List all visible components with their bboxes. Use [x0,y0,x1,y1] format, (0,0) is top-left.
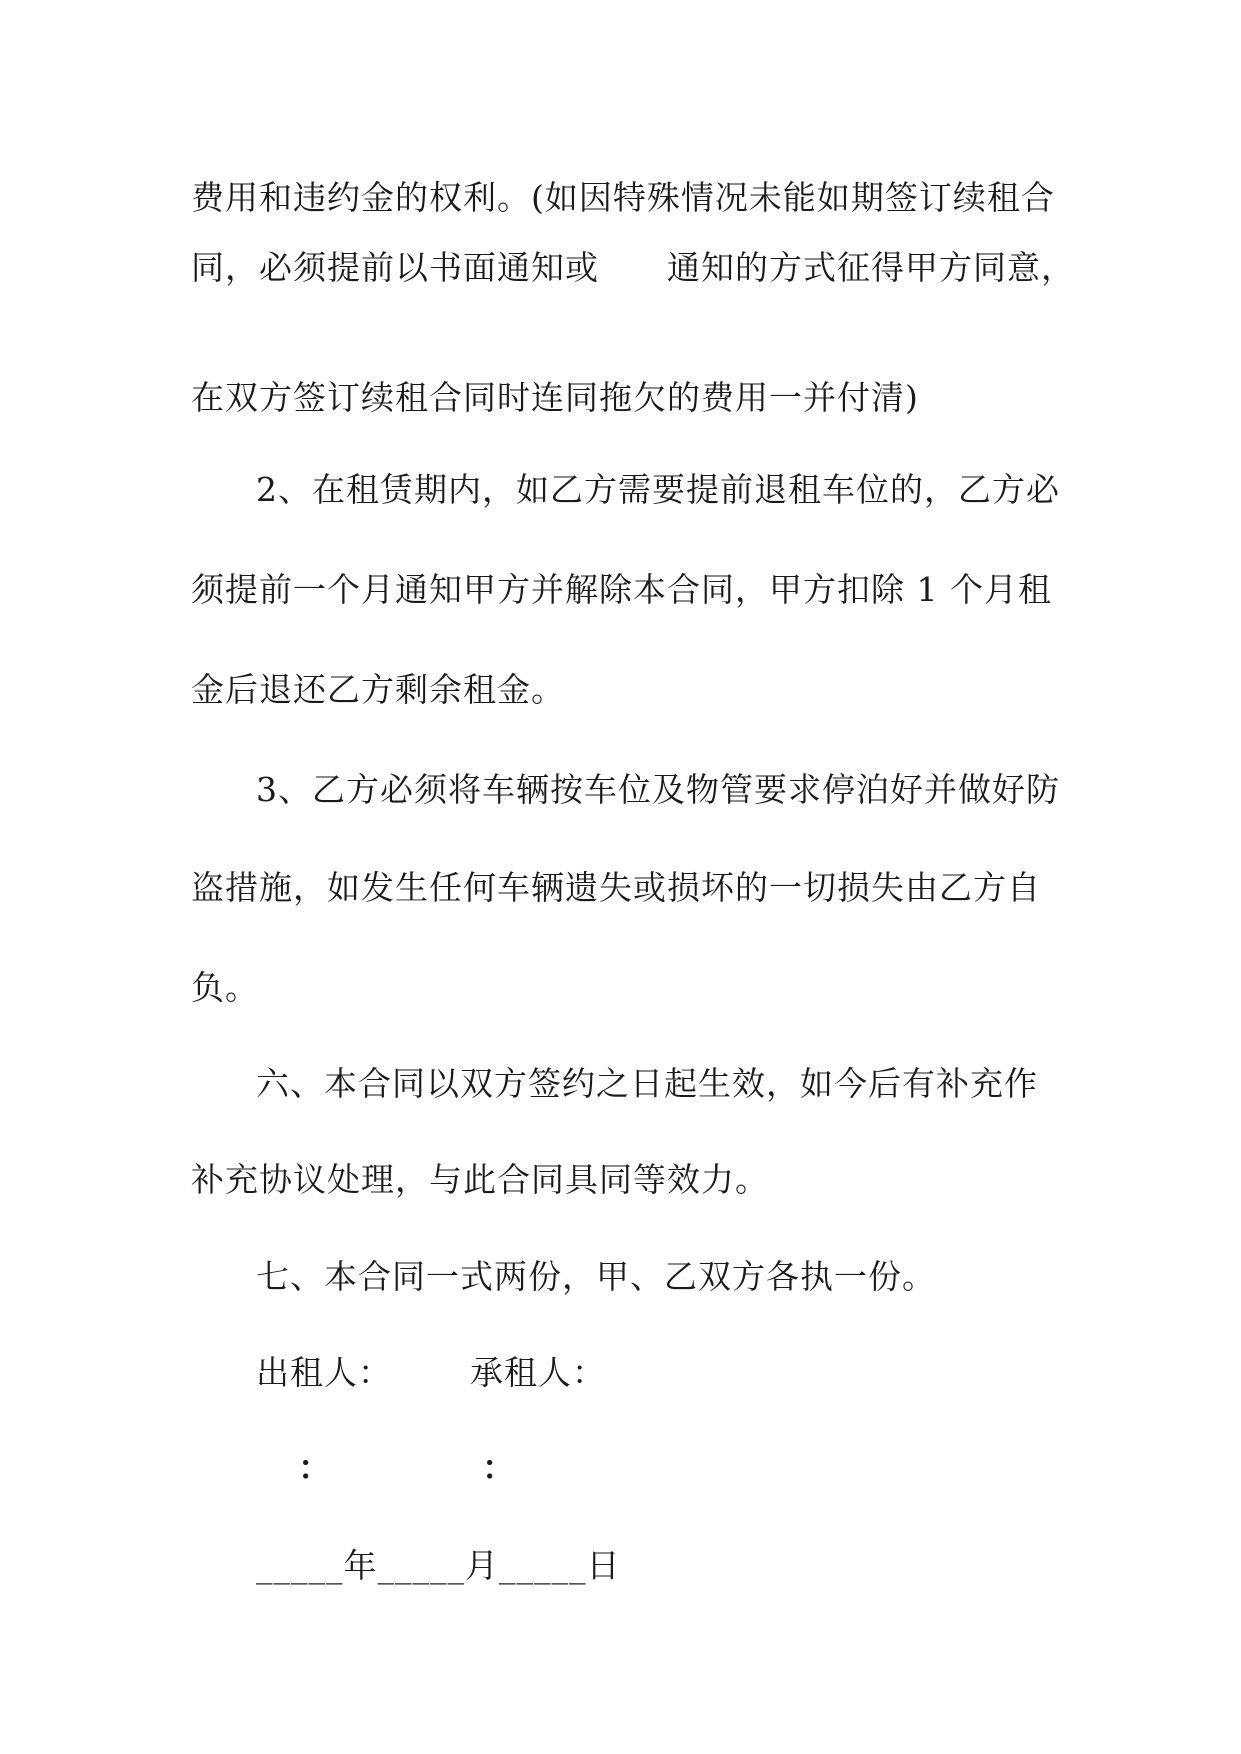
signature-colon-right: ： [482,1448,515,1487]
section-7-line: 七、本合同一式两份，甲、乙双方各执一份。 [256,1257,936,1296]
section-6-line-2: 补充协议处理，与此合同具同等效力。 [191,1160,769,1199]
paragraph-line-3: 在双方签订续租合同时连同拖欠的费用一并付清) [191,378,919,417]
clause-2-line-3: 金后退还乙方剩余租金。 [191,670,565,709]
paragraph-line-1: 费用和违约金的权利。(如因特殊情况未能如期签订续租合 [191,178,1055,217]
clause-2-line-1: 2、在租赁期内，如乙方需要提前退租车位的，乙方必 [256,470,1060,509]
signature-colon-left: ： [298,1448,331,1487]
clause-3-line-3: 负。 [191,968,259,1007]
date-line: _____年_____月_____日 [256,1546,621,1585]
lessee-label: 承租人： [470,1353,606,1392]
clause-3-line-1: 3、乙方必须将车辆按车位及物管要求停泊好并做好防 [256,770,1060,809]
clause-3-line-2: 盗措施，如发生任何车辆遗失或损坏的一切损失由乙方自 [191,868,1041,907]
section-6-line-1: 六、本合同以双方签约之日起生效，如今后有补充作 [256,1064,1038,1103]
clause-2-line-2: 须提前一个月通知甲方并解除本合同，甲方扣除 1 个月租 [191,570,1052,609]
lessor-label: 出租人： [256,1353,392,1392]
paragraph-line-2: 同，必须提前以书面通知或 通知的方式征得甲方同意， [191,248,1075,287]
